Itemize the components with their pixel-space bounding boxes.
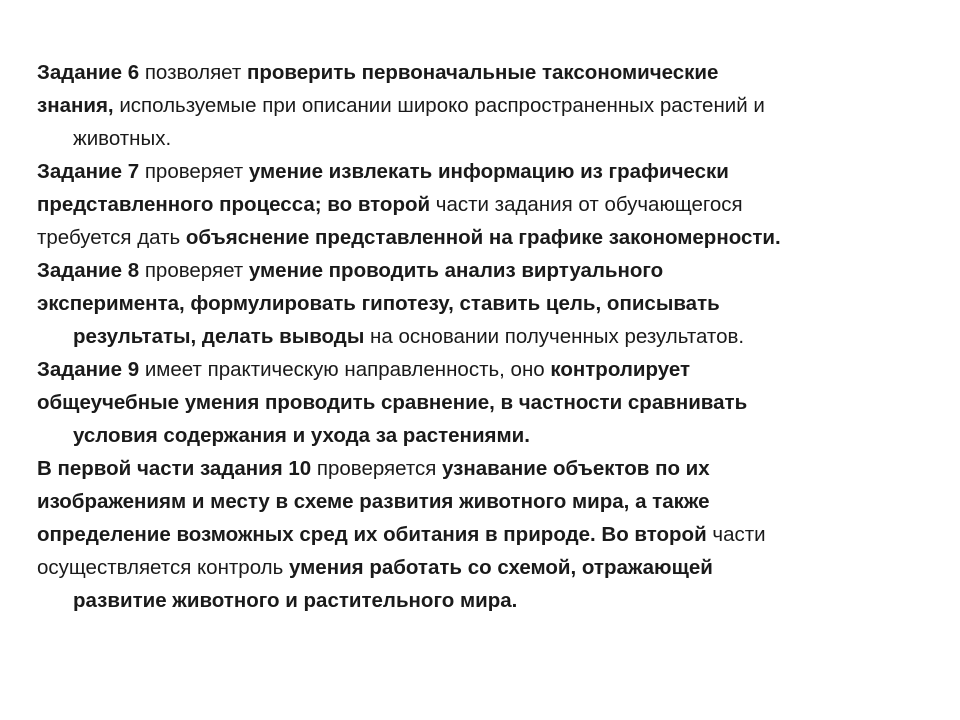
bold-text: В первой части задания 10 (37, 457, 312, 480)
bold-text: умение проводить анализ виртуального (248, 259, 664, 282)
text-line (37, 584, 927, 617)
text-line (37, 188, 927, 221)
bold-text: представленного процесса; во второй (37, 193, 431, 216)
bold-text: определение возможных сред их обитания в природе. Во второй (37, 523, 707, 546)
bold-text: узнавание объектов по их (442, 457, 710, 480)
bold-text: умение извлекать информацию из графически (248, 160, 729, 183)
text-line (37, 353, 927, 386)
bold-text: общеучебные умения проводить сравнение, в частности сравнивать (37, 391, 748, 414)
text-line (37, 551, 927, 584)
text-line (37, 518, 927, 551)
task-paragraph (37, 452, 927, 617)
task-paragraph (37, 155, 927, 254)
task-paragraph (37, 254, 927, 353)
bold-text: условия содержания и ухода за растениями. (73, 424, 530, 447)
text: животных. (73, 127, 172, 150)
bold-text: объяснение представленной на графике закономерности. (185, 226, 781, 249)
text-line (37, 320, 927, 353)
bold-text: умения работать со схемой, отражающей (289, 556, 713, 579)
bold-text: Задание 6 (37, 61, 140, 84)
text-line (37, 221, 927, 254)
bold-text: знания, (37, 94, 114, 117)
text-line (37, 254, 927, 287)
text-line (37, 485, 927, 518)
text: на основании полученных результатов. (364, 325, 745, 348)
text: проверяется (311, 457, 443, 480)
text: части задания от обучающегося (430, 193, 743, 216)
text-line (37, 56, 927, 89)
text: проверяет (139, 160, 249, 183)
bold-text: Задание 8 (37, 259, 140, 282)
bold-text: изображениям и месту в схеме развития животного мира, а также (37, 490, 710, 513)
task-paragraph (37, 56, 927, 155)
text: проверяет (139, 259, 249, 282)
bold-text: контролирует (550, 358, 691, 381)
text: имеет практическую направленность, оно (139, 358, 551, 381)
bold-text: Задание 7 (37, 160, 140, 183)
text: части (706, 523, 766, 546)
bold-text: проверить первоначальные таксономические (247, 61, 719, 84)
text: используемые при описании широко распространенных растений и (113, 94, 765, 117)
bold-text: развитие животного и растительного мира. (73, 589, 518, 612)
text-line (37, 386, 927, 419)
text-line (37, 122, 927, 155)
bold-text: результаты, делать выводы (73, 325, 365, 348)
text-line (37, 452, 927, 485)
task-paragraph (37, 353, 927, 452)
text: позволяет (139, 61, 247, 84)
text: требуется дать (37, 226, 186, 249)
text-line (37, 155, 927, 188)
text-line (37, 419, 927, 452)
text-line (37, 287, 927, 320)
text-line (37, 89, 927, 122)
bold-text: эксперимента, формулировать гипотезу, ставить цель, описывать (37, 292, 720, 315)
bold-text: Задание 9 (37, 358, 140, 381)
slide-text-body (37, 56, 927, 617)
text: осуществляется контроль (37, 556, 289, 579)
